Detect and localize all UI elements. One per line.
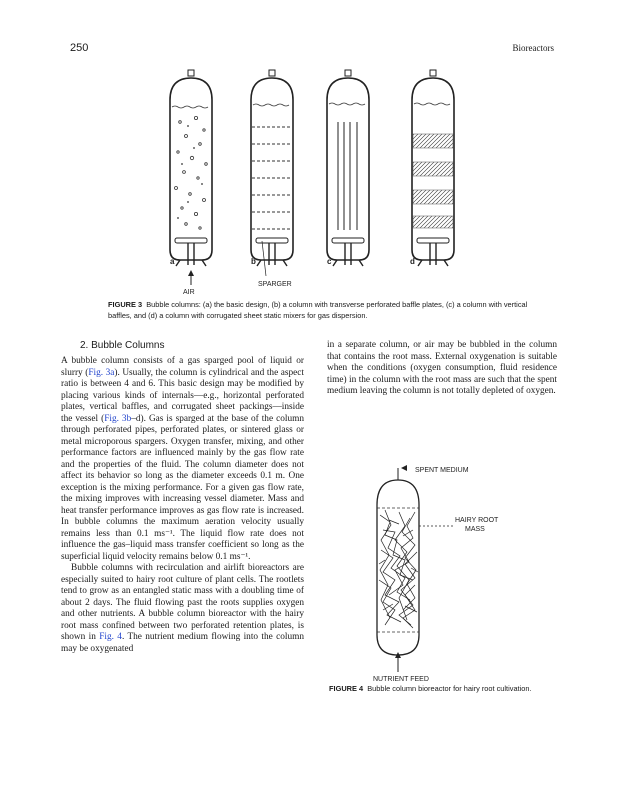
nutrient-feed-label: NUTRIENT FEED (373, 676, 429, 683)
hairy-root-label-line-2: MASS (465, 526, 485, 533)
page-number: 250 (70, 42, 89, 54)
column-d (412, 70, 454, 266)
figure-4-caption-label: FIGURE 4 (329, 684, 364, 693)
fig-4-link[interactable]: Fig. 4 (99, 632, 122, 642)
figure-4-illustration (355, 460, 555, 685)
panel-label-a: a (170, 257, 175, 266)
left-column (61, 356, 304, 655)
column-c (327, 70, 369, 266)
panel-label-c: c (327, 257, 332, 266)
air-label: AIR (183, 289, 195, 296)
fig-3b-link[interactable]: Fig. 3b (104, 413, 132, 424)
figure-4-caption (329, 684, 532, 693)
column-b (251, 70, 293, 276)
spent-medium-label: SPENT MEDIUM (415, 467, 469, 474)
paragraph-3: in a separate column, or air may be bubbled in the column that contains the root mass. External oxygenation is suitable when the conditions (oxygen consumption, fluid residence time) in the column with the root mass are such that the spent medium leaving the column is not totally depleted of oxygen. (327, 340, 557, 396)
paragraph-1: A bubble column consists of a gas sparged pool of liquid or slurry (Fig. 3a). Usually, the column is cylindrical and the aspect ratio is between 4 and 6. This basic design may be modified by placing various kinds of internals—e.g., horizontal perforated plates, vertical baffles, and corrugated sheet packings—inside the vessel (Fig. 3b–d). Gas is sparged at the base of the column through perforated pipes, perforated plates, or sintered glass or metal microporous spargers. Oxygen transfer, mixing, and other performance factors are influenced mainly by the gas flow rate and the properties of the fluid. The column diameter does not affect its behavior so long as the diameter exceeds 0.1 m. One exception is the mixing performance. For a given gas flow rate, the mixing improves with increasing vessel diameter. Mass and heat transfer performance improves as gas flow rate is increased. In bubble columns the maximum aeration velocity usually remains less than 0.1 ms⁻¹. The liquid flow rate does not influence the gas–liquid mass transfer coefficient so long as the superficial liquid velocity remains below 0.1 ms⁻¹. (61, 356, 304, 562)
section-heading: 2. Bubble Columns (80, 340, 165, 351)
figure-3-caption-text: Bubble columns: (a) the basic design, (b) a column with transverse perforated baffle plates, (c) a column with vertical baffles, and (d) a column with corrugated sheet static mixers for gas dispersion. (108, 300, 528, 320)
paragraph-2: Bubble columns with recirculation and airlift bioreactors are especially suited to hairy root culture of plant cells. The rootlets tend to grow as an entangled static mass with a doubling time of about 2 days. The fluid flowing past the roots supplies oxygen and other nutrients. A bubble column bioreactor with the hairy root mass confined between two perforated retention plates, is shown in Fig. 4. The nutrient medium flowing into the column may be oxygenated (61, 563, 304, 654)
figure-3-caption (108, 299, 538, 321)
figure-4-caption-text: Bubble column bioreactor for hairy root cultivation. (367, 684, 532, 693)
right-column (327, 340, 557, 398)
sparger-label: SPARGER (258, 281, 292, 288)
running-title: Bioreactors (512, 43, 554, 53)
figure-3-caption-label: FIGURE 3 (108, 300, 143, 309)
hairy-root-label-line-1: HAIRY ROOT (455, 517, 499, 524)
column-a (170, 70, 212, 285)
fig-3a-link[interactable]: Fig. 3a (88, 367, 115, 378)
panel-label-d: d (410, 257, 415, 266)
figure-3-illustration (0, 60, 617, 296)
panel-label-b: b (251, 257, 256, 266)
